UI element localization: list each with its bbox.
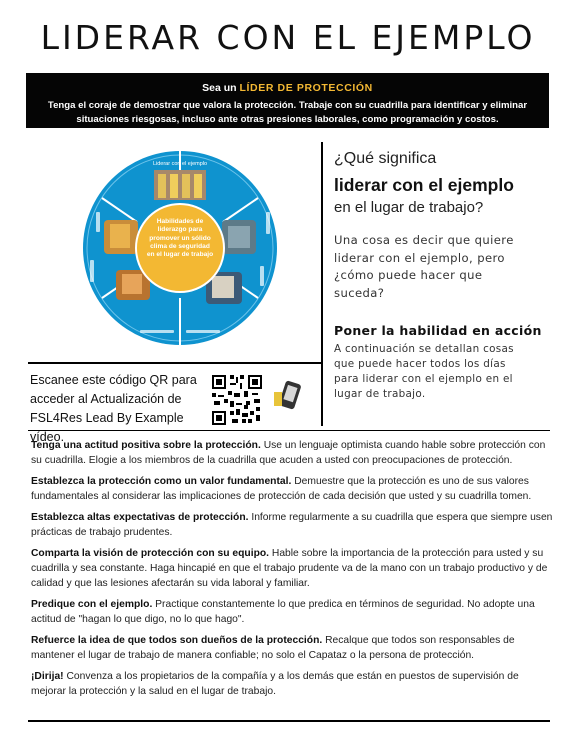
tip-lead: Establezca altas expectativas de protección.	[31, 512, 249, 523]
question-line-1: ¿Qué significa	[334, 150, 437, 167]
banner-subtitle-prefix: Sea un	[202, 82, 237, 94]
tip-lead: Predique con el ejemplo.	[31, 599, 153, 610]
qr-instructions: Escanee este código QR para acceder al Actualización de FSL4Res Lead By Example vídeo.	[30, 373, 197, 444]
page-title: LIDERAR CON EL EJEMPLO	[40, 18, 536, 57]
tip-lead: ¡Dirija!	[31, 671, 64, 682]
tip-lead: Establezca la protección como un valor fundamental.	[31, 476, 292, 487]
tip-item	[31, 546, 553, 591]
qr-divider	[28, 362, 321, 364]
tip-item	[31, 438, 553, 468]
tip-text: Convenza a los propietarios de la compañía y a los demás que están en puestos de supervisión de mejorar la protección y la salud en el lugar de trabajo.	[31, 671, 519, 697]
tip-lead: Refuerce la idea de que todos son dueños de la protección.	[31, 635, 323, 646]
footer-rule	[28, 720, 550, 722]
action-heading: Poner la habilidad en acción	[334, 323, 542, 338]
tip-text: Practique constantemente lo que predica en términos de seguridad. No adopte una actitud de "hagan lo que digo, no lo que hago".	[31, 599, 535, 625]
question-line-3: en el lugar de trabajo?	[334, 199, 484, 216]
tip-lead: Comparta la visión de protección con su equipo.	[31, 548, 270, 559]
banner-body: Tenga el coraje de demostrar que valora la protección. Trabaje con su cuadrilla para identificar y eliminar situaciones riesgosas, incluso ante otras presiones laborales, como programación y costos.	[47, 100, 528, 125]
tip-item	[31, 474, 553, 504]
tips-list	[31, 438, 553, 705]
action-body: A continuación se detallan cosas que puede hacer todos los días para liderar con el ejemplo en el lugar de trabajo.	[334, 343, 514, 400]
tip-item	[31, 669, 553, 699]
tip-lead: Tenga una actitud positiva sobre la protección.	[31, 440, 261, 451]
tip-text: Use un lenguaje optimista cuando hable sobre protección con su cuadrilla. Elogie a los miembros de la cuadrilla que acuden a usted con preocupaciones de protección.	[31, 440, 546, 466]
tip-text: Demuestre que la protección es uno de sus valores fundamentales al considerar las implicaciones de protección de cada decisión que usted y su cuadrilla tomen.	[31, 476, 532, 502]
tip-item	[31, 597, 553, 627]
wheel-center-text: Habilidades de liderazgo para promover un sólido clima de seguridad en el lugar de trabajo	[146, 218, 214, 259]
intro-description: Una cosa es decir que quiere liderar con el ejemplo, pero ¿cómo puede hacer que suceda?	[334, 233, 514, 300]
phone-scan-icon	[272, 380, 308, 410]
wheel-top-label: Liderar con el ejemplo	[152, 161, 208, 167]
leadership-wheel-graphic	[82, 150, 278, 346]
banner-subtitle	[26, 82, 549, 94]
column-divider	[321, 142, 323, 426]
tip-text: Hable sobre la importancia de la protección para usted y su cuadrilla y sea constante. Haga hincapié en que el trabajo prudente va de la mano con un trabajo productivo y de calidad y que las lesiones afectarán su vida laboral y familiar.	[31, 548, 548, 589]
tip-text: Informe regularmente a su cuadrilla que espera que siempre usen prácticas de trabajo prudentes.	[31, 512, 553, 538]
tip-text: Recalque que todos son responsables de mantener el lugar de trabajo de manera confiable; no solo el Capataz o la persona de protección.	[31, 635, 515, 661]
question-line-2: liderar con el ejemplo	[334, 175, 514, 195]
tip-item	[31, 510, 553, 540]
intro-banner	[26, 73, 549, 128]
tip-item	[31, 633, 553, 663]
banner-subtitle-highlight: LÍDER DE PROTECCIÓN	[239, 82, 373, 94]
qr-code-icon[interactable]	[212, 375, 262, 425]
